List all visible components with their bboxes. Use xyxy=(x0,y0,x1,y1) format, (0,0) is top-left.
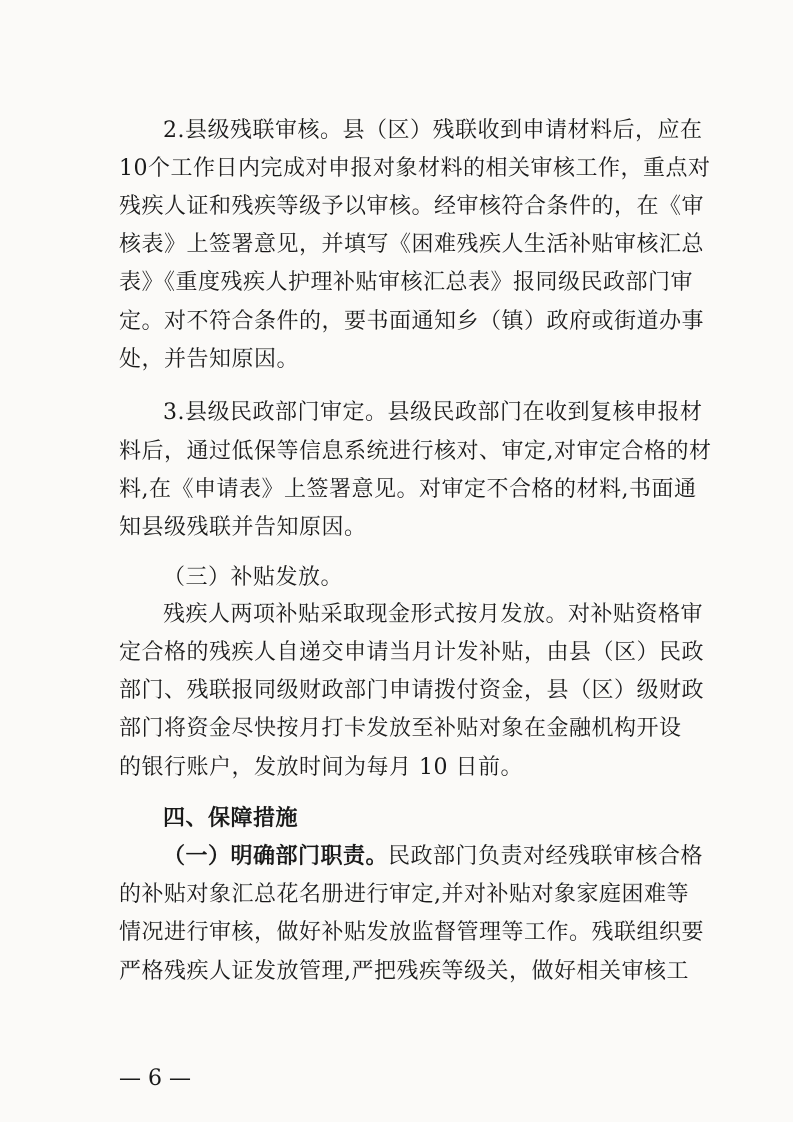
paragraph-line: 情况进行审核，做好补贴发放监督管理等工作。残联组织要 xyxy=(119,920,705,945)
paragraph-line xyxy=(163,842,704,872)
page-number: — 6 — xyxy=(119,1066,191,1091)
paragraph-line: 定。对不符合条件的，要书面通知乡（镇）政府或街道办事 xyxy=(119,309,705,334)
paragraph-line: 的补贴对象汇总花名册进行审定,并对补贴对象家庭困难等 xyxy=(119,882,689,907)
paragraph-line: 部门将资金尽快按月打卡发放至补贴对象在金融机构开设 xyxy=(119,716,682,741)
paragraph-line: 残疾人两项补贴采取现金形式按月发放。对补贴资格审 xyxy=(163,602,704,627)
paragraph-line: 核表》上签署意见，并填写《困难残疾人生活补贴审核汇总 xyxy=(119,232,705,257)
paragraph-line: 10个工作日内完成对申报对象材料的相关审核工作，重点对 xyxy=(119,156,711,181)
paragraph-lead-bold: （一）明确部门职责。 xyxy=(163,844,389,869)
paragraph-line: 表》《重度残疾人护理补贴审核汇总表》报同级民政部门审 xyxy=(119,270,694,295)
paragraph-line: 定合格的残疾人自递交申请当月计发补贴，由县（区）民政 xyxy=(119,640,705,665)
paragraph-line: 2.县级残联审核。县（区）残联收到申请材料后，应在 xyxy=(163,118,703,143)
paragraph-line: 部门、残联报同级财政部门申请拨付资金，县（区）级财政 xyxy=(119,678,705,703)
paragraph-line: 严格残疾人证发放管理,严把残疾等级关，做好相关审核工 xyxy=(119,959,689,984)
paragraph-line: 知县级残联并告知原因。 xyxy=(119,515,367,540)
section-heading: 四、保障措施 xyxy=(163,806,299,831)
paragraph-line: 的银行账户，发放时间为每月 10 日前。 xyxy=(119,755,523,780)
section-subheading: （三）补贴发放。 xyxy=(163,565,344,590)
paragraph-line: 料,在《申请表》上签署意见。对审定不合格的材料,书面通 xyxy=(119,477,697,502)
paragraph-lead-rest: 民政部门负责对经残联审核合格 xyxy=(388,844,704,869)
paragraph-line: 残疾人证和残疾等级予以审核。经审核符合条件的，在《审 xyxy=(119,194,705,219)
paragraph-line: 处，并告知原因。 xyxy=(119,347,300,372)
paragraph-line: 3.县级民政部门审定。县级民政部门在收到复核申报材 xyxy=(163,400,703,425)
paragraph-line: 料后，通过低保等信息系统进行核对、审定,对审定合格的材 xyxy=(119,439,712,464)
